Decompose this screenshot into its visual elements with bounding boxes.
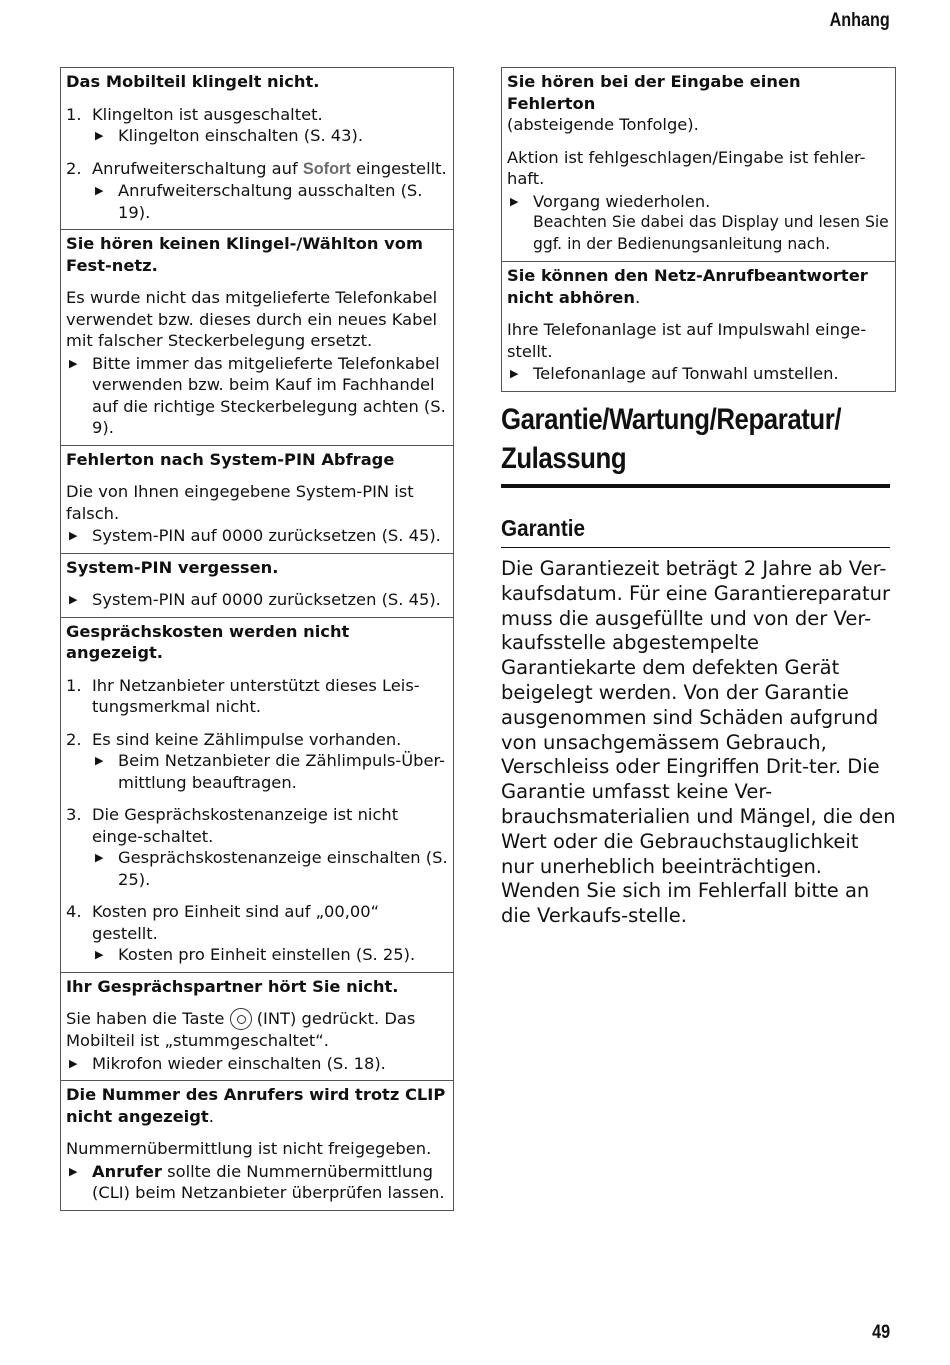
action-text: Bitte immer das mitgelieferte Telefonkabel verwenden bzw. beim Kauf im Fachhandel auf die richtige Steckerbelegung achten (S. 9). [92, 353, 446, 437]
table-row [61, 617, 453, 972]
action-text: Klingelton einschalten (S. 43). [118, 126, 364, 145]
table-row [61, 972, 453, 1081]
numbered-item [66, 104, 449, 147]
action-text: Kosten pro Einheit einstellen (S. 25). [118, 945, 416, 964]
arrow-right-icon: ▶ [69, 1164, 78, 1178]
numbered-item [66, 804, 449, 890]
row-title-rest: (absteigende Tonfolge). [507, 115, 699, 134]
item-text-part: Anrufweiterschaltung auf [92, 158, 303, 178]
item-text: Es sind keine Zählimpulse vorhanden. [92, 729, 402, 749]
page-header-title: Anhang [829, 10, 890, 31]
row-title: Ihr Gesprächspartner hört Sie nicht. [66, 976, 399, 996]
action-bullet [92, 944, 449, 966]
action-text: Beim Netzanbieter die Zählimpuls-Über-mittlung beauftragen. [118, 751, 446, 792]
arrow-right-icon: ▶ [69, 1056, 78, 1070]
action-bullet [66, 589, 449, 611]
item-number: 4. [66, 902, 82, 921]
arrow-right-icon: ▶ [95, 754, 104, 767]
arrow-right-icon: ▶ [69, 593, 78, 606]
action-bullet [66, 353, 449, 439]
row-text-part: Sie haben die Taste [66, 1009, 230, 1028]
action-bullet [66, 1053, 449, 1075]
row-title [66, 1084, 449, 1127]
arrow-right-icon: ▶ [510, 367, 519, 380]
arrow-right-icon: ▶ [69, 356, 78, 370]
item-number: 1. [66, 104, 82, 124]
warranty-paragraph: Die Garantiezeit beträgt 2 Jahre ab Ver-kaufsdatum. Für eine Garantiereparatur muss die ausgefüllte und von der Ver-kaufsstelle abgestempelte Garantiekarte dem defekten Gerät beigelegt werden. Von der Garantie ausgenommen sind Schäden aufgrund von unsachgemässem Gebrauch, Verschleiss oder Eingriffen Drit-ter. Die Garantie umfasst keine Ver-brauchsmaterialien und Mängel, die den Wert oder die Gebrauchstauglichkeit nur unerheblich beeinträchtigen. Wenden Sie sich im Fehlerfall bitte an die Verkaufs-stelle. [501, 557, 896, 928]
troubleshooting-table-left [60, 67, 454, 1211]
item-number: 1. [66, 675, 82, 695]
table-row [61, 68, 453, 229]
action-bullet [92, 125, 449, 147]
action-note: Beachten Sie dabei das Display und lesen Sie ggf. in der Bedienungsanleitung nach. [533, 213, 889, 253]
troubleshooting-table-right [501, 67, 896, 392]
subsection-heading [501, 512, 890, 548]
item-text: Die Gesprächskostenanzeige ist nicht einge-schaltet. [92, 805, 399, 846]
item-text: Kosten pro Einheit sind auf „00,00“ gestellt. [92, 902, 380, 943]
action-text: System-PIN auf 0000 zurücksetzen (S. 45). [92, 590, 441, 609]
row-text: Nummernübermittlung ist nicht freigegeben. [66, 1139, 432, 1158]
action-bullet [92, 847, 449, 890]
section-heading-line: Garantie/Wartung/Reparatur/ [501, 403, 842, 436]
numbered-item [66, 901, 449, 966]
arrow-right-icon: ▶ [95, 851, 104, 864]
row-title-end: . [634, 287, 641, 307]
action-text [92, 1161, 449, 1204]
item-text [92, 158, 449, 181]
row-text: Es wurde nicht das mitgelieferte Telefonkabel verwendet bzw. dieses durch ein neues Kabel mit falscher Steckerbelegung ersetzt. [66, 288, 438, 350]
row-text-part: (INT) gedrückt. Das Mobilteil ist „stummgeschaltet“. [66, 1009, 416, 1050]
action-text: Anrufweiterschaltung ausschalten (S. 19). [118, 181, 423, 222]
item-number: 2. [66, 158, 82, 178]
row-title: Fehlerton nach System-PIN Abfrage [66, 449, 395, 469]
row-title [507, 71, 891, 136]
action-keyword: Anrufer [92, 1161, 162, 1181]
row-title: Gesprächskosten werden nicht angezeigt. [66, 621, 350, 662]
item-number: 3. [66, 805, 82, 824]
section-heading-line: Zulassung [501, 442, 627, 475]
table-row [502, 68, 895, 261]
table-row [502, 261, 895, 391]
table-row [61, 1080, 453, 1210]
item-text-part: eingestellt. [350, 158, 447, 178]
action-bullet [92, 180, 449, 223]
item-text: Ihr Netzanbieter unterstützt dieses Leis-tungsmerkmal nicht. [92, 675, 420, 716]
subsection-heading-text: Garantie [501, 515, 585, 541]
numbered-item [66, 675, 449, 718]
table-row [61, 553, 453, 617]
action-text: Gesprächskostenanzeige einschalten (S. 25). [118, 848, 448, 889]
row-text [66, 1008, 449, 1052]
row-title: Das Mobilteil klingelt nicht. [66, 72, 320, 91]
action-text: Vorgang wiederholen. [533, 191, 711, 211]
row-title-text: Die Nummer des Anrufers wird trotz CLIP nicht angezeigt [66, 1085, 446, 1126]
item-text: Klingelton ist ausgeschaltet. [92, 104, 323, 124]
row-text: Die von Ihnen eingegebene System-PIN ist falsch. [66, 482, 414, 523]
arrow-right-icon: ▶ [510, 194, 519, 208]
action-text: Mikrofon wieder einschalten (S. 18). [92, 1053, 386, 1073]
action-bullet [507, 191, 891, 256]
arrow-right-icon: ▶ [95, 129, 104, 142]
row-title-text: Sie hören bei der Eingabe einen Fehlerton [507, 72, 801, 113]
row-text: Ihre Telefonanlage ist auf Impulswahl einge-stellt. [507, 320, 867, 361]
action-bullet [507, 363, 891, 385]
action-text-part: sollte die Nummernübermittlung (CLI) beim Netzanbieter überprüfen lassen. [92, 1161, 445, 1202]
navigation-key-icon [230, 1008, 252, 1030]
action-bullet [92, 750, 449, 793]
section-heading [501, 400, 890, 488]
row-title: Sie hören keinen Klingel-/Wählton vom Fest-netz. [66, 234, 423, 275]
numbered-item [66, 729, 449, 794]
action-bullet [66, 525, 449, 547]
row-title-end: . [208, 1106, 214, 1126]
page-number: 49 [872, 1322, 890, 1343]
row-title: System-PIN vergessen. [66, 557, 279, 577]
item-number: 2. [66, 729, 82, 749]
action-text: Telefonanlage auf Tonwahl umstellen. [533, 364, 839, 383]
action-bullet [66, 1161, 449, 1204]
row-title [507, 265, 891, 308]
arrow-right-icon: ▶ [95, 948, 104, 961]
row-text: Aktion ist fehlgeschlagen/Eingabe ist fehler-haft. [507, 147, 866, 188]
row-title-text: Sie können den Netz-Anrufbeantworter nicht abhören [507, 266, 868, 307]
table-row [61, 229, 453, 445]
arrow-right-icon: ▶ [69, 529, 78, 542]
display-keyword: Sofort [302, 159, 351, 178]
arrow-right-icon: ▶ [95, 184, 104, 197]
table-row [61, 445, 453, 553]
action-text: System-PIN auf 0000 zurücksetzen (S. 45). [92, 526, 441, 545]
numbered-item [66, 158, 449, 224]
